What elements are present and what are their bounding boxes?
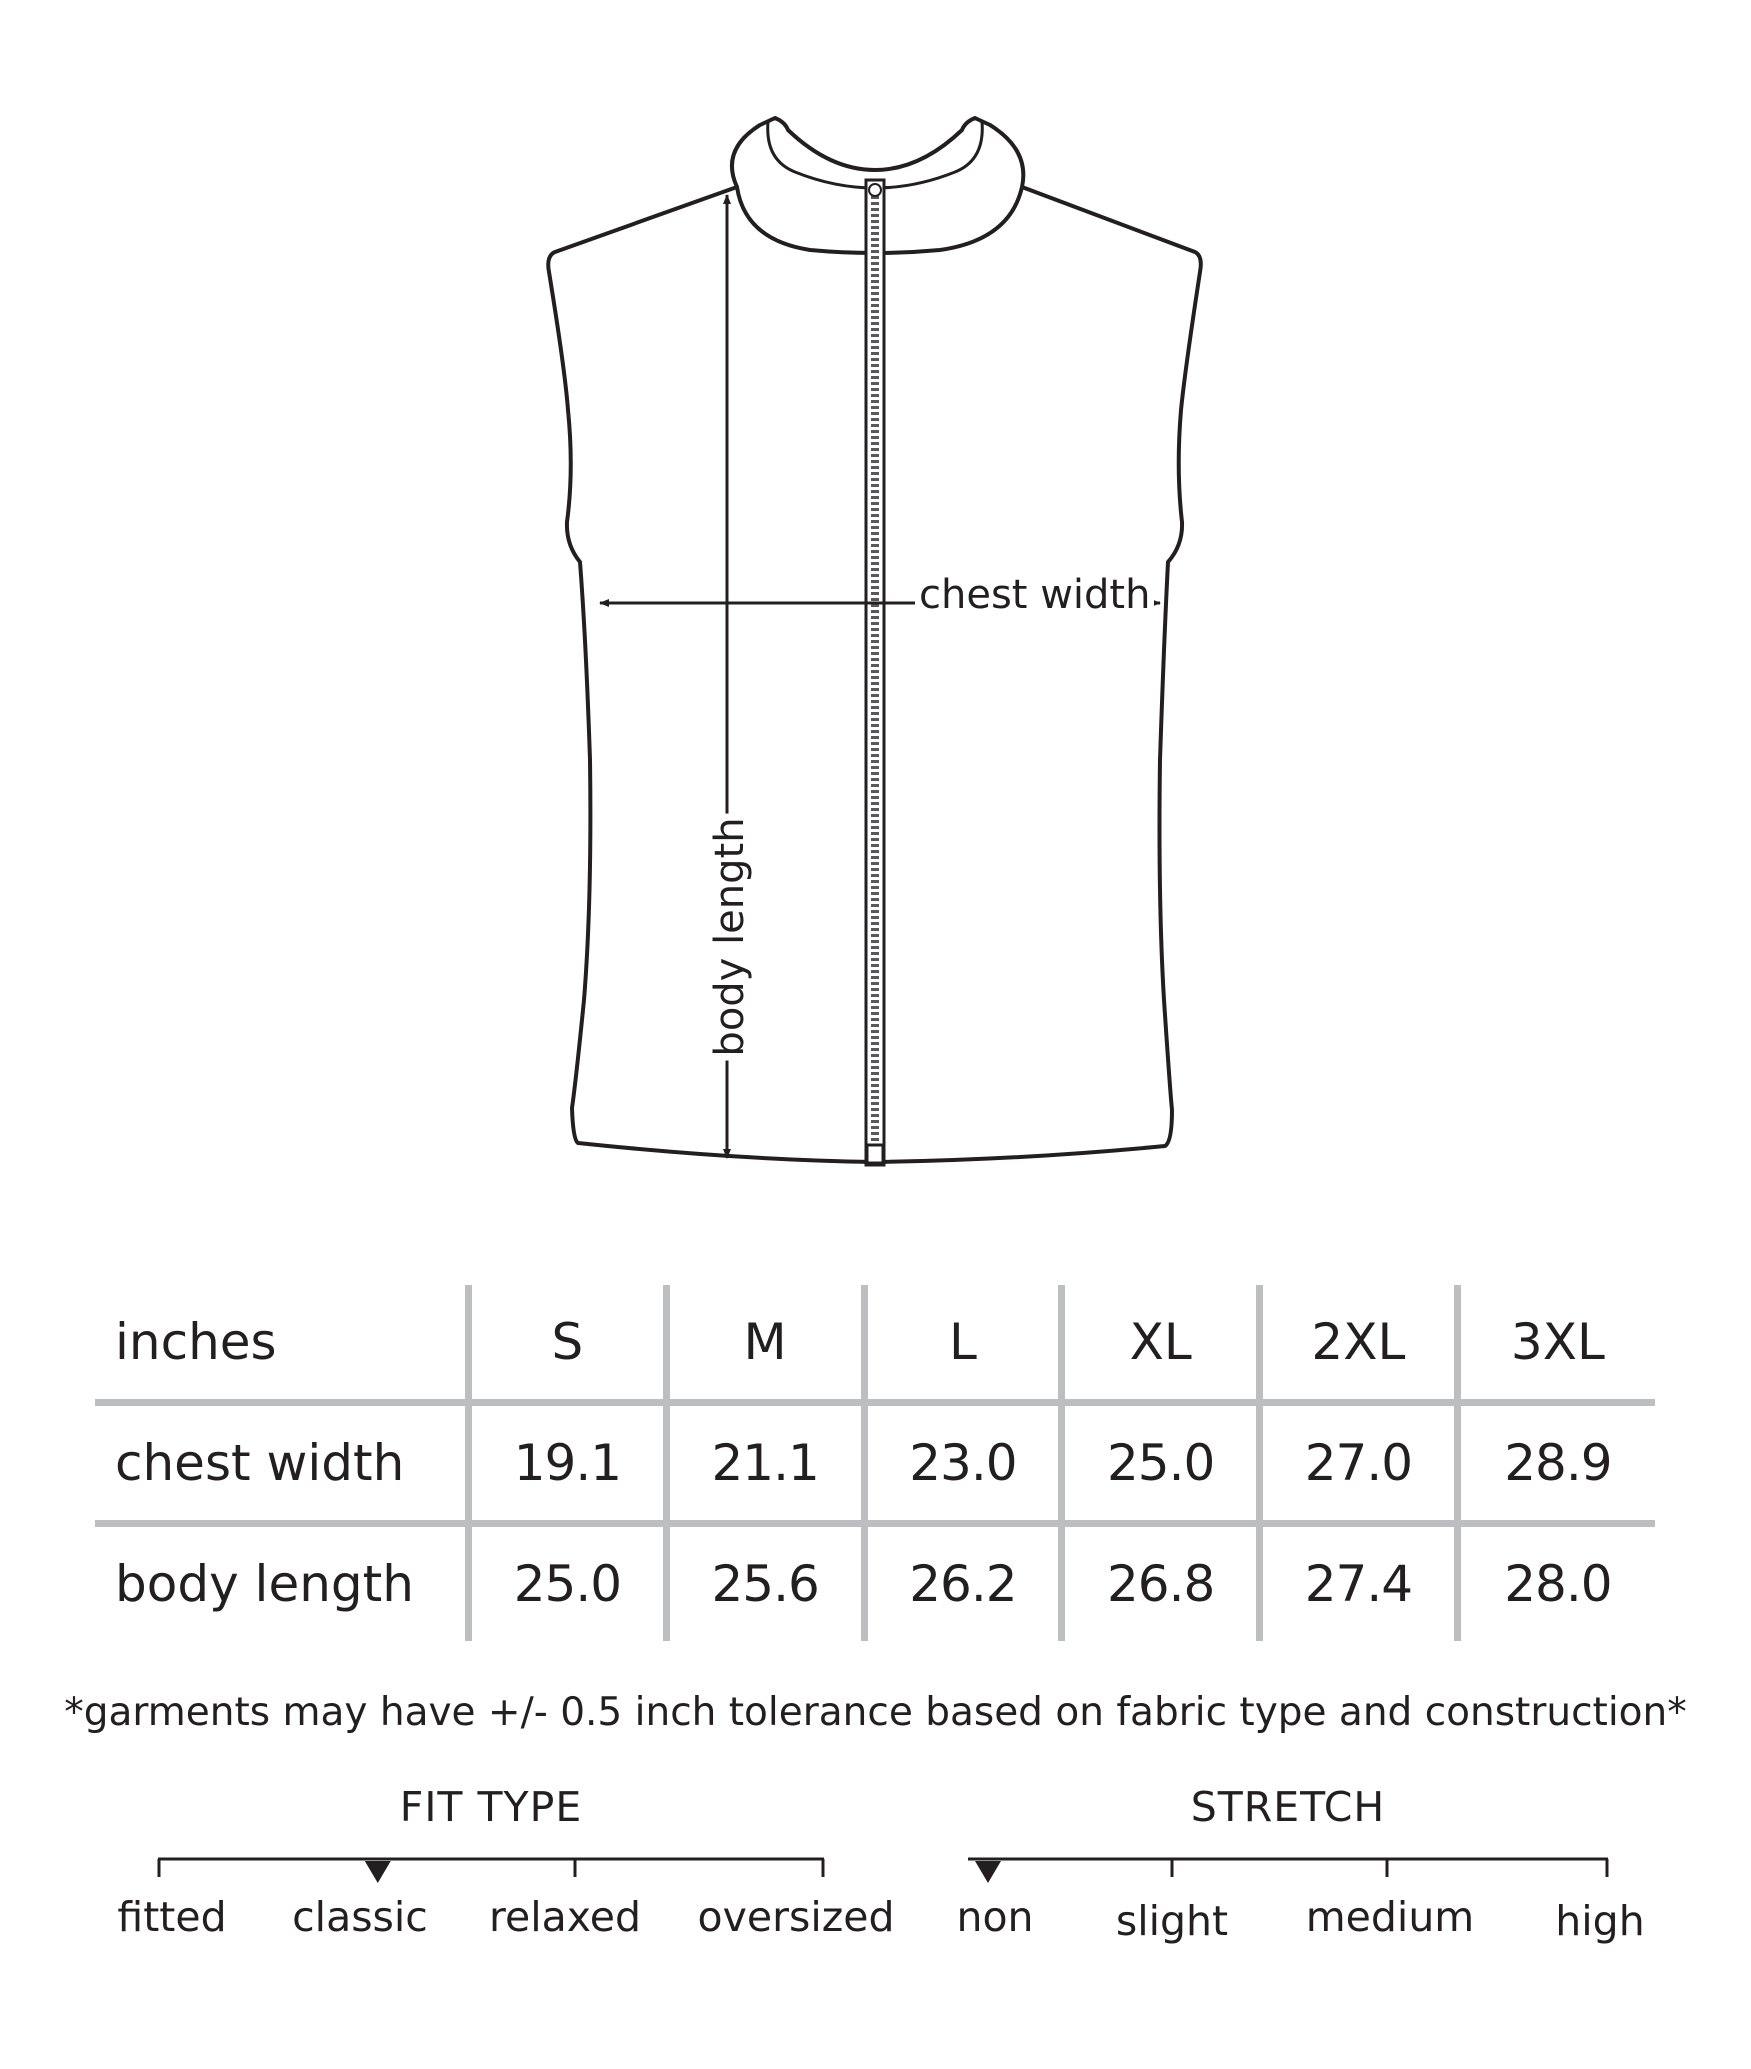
fit-option-fitted: fitted xyxy=(117,1893,227,1941)
row-label-body-length: body length xyxy=(115,1555,414,1613)
table-cell: 25.6 xyxy=(666,1524,864,1642)
fit-type-title: FIT TYPE xyxy=(399,1783,583,1831)
table-cell: 27.4 xyxy=(1260,1524,1458,1642)
stretch-option-slight: slight xyxy=(1115,1897,1229,1945)
fit-option-oversized: oversized xyxy=(697,1893,895,1941)
table-cell: 28.0 xyxy=(1457,1524,1655,1642)
table-cell: 25.0 xyxy=(469,1524,667,1642)
table-cell: 21.1 xyxy=(666,1403,864,1524)
size-header-l: L xyxy=(864,1285,1062,1403)
size-header-s: S xyxy=(469,1285,667,1403)
size-header-xl: XL xyxy=(1062,1285,1260,1403)
table-cell: 26.8 xyxy=(1062,1524,1260,1642)
table-cell: 26.2 xyxy=(864,1524,1062,1642)
body-length-label: body length xyxy=(710,813,750,1060)
stretch-option-non: non xyxy=(956,1893,1034,1941)
table-unit-label: inches xyxy=(95,1285,469,1403)
size-header-3xl: 3XL xyxy=(1457,1285,1655,1403)
table-cell: 27.0 xyxy=(1260,1403,1458,1524)
stretch-title: STRETCH xyxy=(1190,1783,1386,1831)
row-label-chest-width: chest width xyxy=(95,1403,469,1524)
table-cell: 28.9 xyxy=(1457,1403,1655,1524)
stretch-option-high: high xyxy=(1555,1897,1645,1945)
fit-option-classic: classic xyxy=(292,1893,428,1941)
table-cell: 23.0 xyxy=(864,1403,1062,1524)
tolerance-note: *garments may have +/- 0.5 inch tolerance based on fabric type and construction* xyxy=(64,1690,1687,1735)
fit-type-selected-marker xyxy=(365,1861,391,1883)
chest-width-label: chest width xyxy=(915,575,1154,615)
stretch-option-medium: medium xyxy=(1305,1893,1475,1941)
stretch-selected-marker xyxy=(975,1861,1001,1883)
table-cell: 25.0 xyxy=(1062,1403,1260,1524)
table-cell: 19.1 xyxy=(469,1403,667,1524)
size-header-2xl: 2XL xyxy=(1260,1285,1458,1403)
size-header-m: M xyxy=(666,1285,864,1403)
fit-option-relaxed: relaxed xyxy=(489,1893,641,1941)
